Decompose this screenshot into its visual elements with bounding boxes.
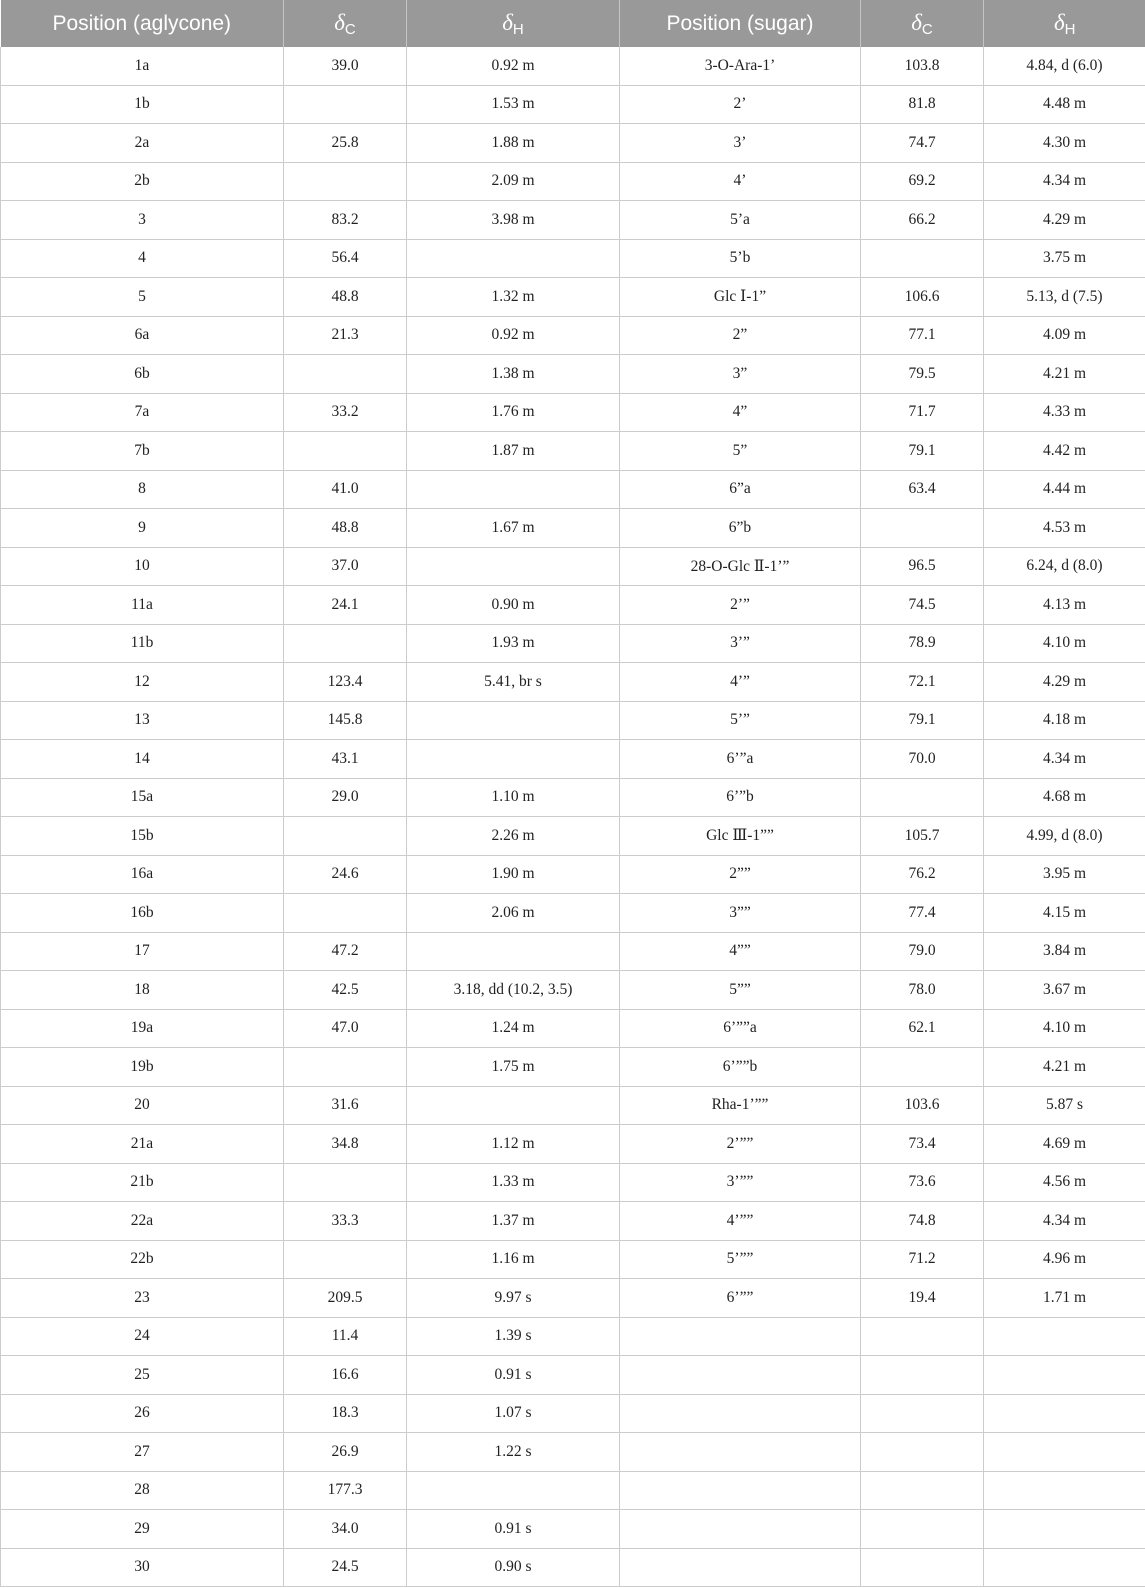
delta-h-sugar-cell: 3.95 m [984,855,1145,894]
delta-c-aglycone-cell [284,85,407,124]
table-row [1,355,1145,394]
table-row [1,393,1145,432]
position-sugar-cell [620,1510,861,1549]
delta-c-aglycone-cell [284,1240,407,1279]
delta-c-aglycone-cell: 33.2 [284,393,407,432]
table-row [1,85,1145,124]
position-sugar-cell: 3-O-Ara-1’ [620,47,861,85]
position-aglycone-cell: 13 [1,701,284,740]
delta-c-sugar-cell: 63.4 [861,470,984,509]
position-sugar-cell: 6’””b [620,1048,861,1087]
delta-c-sugar-cell: 73.6 [861,1163,984,1202]
table-row [1,1125,1145,1164]
delta-c-aglycone-cell: 48.8 [284,509,407,548]
delta-c-aglycone-cell: 41.0 [284,470,407,509]
delta-c-aglycone-cell [284,817,407,856]
position-aglycone-cell: 21b [1,1163,284,1202]
table-row [1,278,1145,317]
delta-c-aglycone-cell: 29.0 [284,778,407,817]
delta-h-sugar-cell [984,1548,1145,1587]
position-sugar-cell: 2’ [620,85,861,124]
delta-h-sugar-cell [984,1510,1145,1549]
position-aglycone-cell: 12 [1,663,284,702]
table-body [1,47,1145,1587]
table-row [1,1394,1145,1433]
delta-h-aglycone-cell: 1.10 m [407,778,620,817]
delta-h-aglycone-cell: 1.33 m [407,1163,620,1202]
position-sugar-cell: 4” [620,393,861,432]
delta-c-aglycone-cell: 25.8 [284,124,407,163]
delta-h-aglycone-cell [407,239,620,278]
delta-c-sugar-cell: 78.0 [861,971,984,1010]
table-row [1,124,1145,163]
delta-c-aglycone-cell: 177.3 [284,1471,407,1510]
position-aglycone-cell: 22b [1,1240,284,1279]
delta-h-aglycone-cell [407,547,620,586]
delta-c-sugar-cell: 77.1 [861,316,984,355]
position-sugar-cell: 5’” [620,701,861,740]
table-row [1,162,1145,201]
delta-c-sugar-cell [861,1394,984,1433]
table-row [1,663,1145,702]
delta-c-aglycone-cell: 42.5 [284,971,407,1010]
position-aglycone-cell: 29 [1,1510,284,1549]
position-aglycone-cell: 22a [1,1202,284,1241]
delta-h-sugar-cell [984,1394,1145,1433]
delta-c-sugar-cell [861,1510,984,1549]
delta-c-sugar-cell: 81.8 [861,85,984,124]
delta-c-sugar-cell: 66.2 [861,201,984,240]
delta-h-aglycone-cell: 2.06 m [407,894,620,933]
delta-h-aglycone-cell: 9.97 s [407,1279,620,1318]
header-delta-c-aglycone: $\delta_C$ [284,0,407,47]
position-sugar-cell [620,1471,861,1510]
delta-h-sugar-cell: 4.48 m [984,85,1145,124]
position-aglycone-cell: 9 [1,509,284,548]
position-aglycone-cell: 25 [1,1356,284,1395]
delta-c-sugar-cell [861,1548,984,1587]
position-sugar-cell: 3’ [620,124,861,163]
delta-h-sugar-cell: 4.99, d (8.0) [984,817,1145,856]
position-sugar-cell: 2”” [620,855,861,894]
table-row [1,1279,1145,1318]
position-aglycone-cell: 27 [1,1433,284,1472]
delta-c-aglycone-cell: 37.0 [284,547,407,586]
delta-h-sugar-cell: 4.44 m [984,470,1145,509]
delta-h-sugar-cell: 4.10 m [984,624,1145,663]
delta-h-sugar-cell: 1.71 m [984,1279,1145,1318]
delta-c-aglycone-cell: 21.3 [284,316,407,355]
delta-h-sugar-cell [984,1471,1145,1510]
delta-c-aglycone-cell: 47.2 [284,932,407,971]
position-aglycone-cell: 30 [1,1548,284,1587]
delta-c-aglycone-cell [284,894,407,933]
delta-h-aglycone-cell: 1.76 m [407,393,620,432]
table-row [1,547,1145,586]
header-delta-h-sugar: $\delta_H$ [984,0,1145,47]
position-aglycone-cell: 14 [1,740,284,779]
delta-c-aglycone-cell: 34.0 [284,1510,407,1549]
delta-c-sugar-cell: 103.6 [861,1086,984,1125]
delta-c-aglycone-cell: 33.3 [284,1202,407,1241]
delta-h-sugar-cell: 4.34 m [984,740,1145,779]
table-row [1,932,1145,971]
delta-h-sugar-cell: 4.42 m [984,432,1145,471]
position-aglycone-cell: 17 [1,932,284,971]
position-sugar-cell: 5’”” [620,1240,861,1279]
delta-c-sugar-cell: 74.7 [861,124,984,163]
position-aglycone-cell: 6a [1,316,284,355]
delta-h-sugar-cell: 3.84 m [984,932,1145,971]
delta-c-aglycone-cell [284,432,407,471]
delta-h-aglycone-cell: 0.91 s [407,1510,620,1549]
position-aglycone-cell: 1a [1,47,284,85]
delta-h-aglycone-cell: 0.91 s [407,1356,620,1395]
position-sugar-cell: 2” [620,316,861,355]
delta-h-sugar-cell [984,1317,1145,1356]
position-aglycone-cell: 24 [1,1317,284,1356]
delta-c-sugar-cell [861,1433,984,1472]
delta-c-aglycone-cell: 24.6 [284,855,407,894]
delta-h-aglycone-cell: 0.90 s [407,1548,620,1587]
table-row [1,47,1145,85]
position-aglycone-cell: 11b [1,624,284,663]
delta-h-sugar-cell: 5.13, d (7.5) [984,278,1145,317]
delta-h-sugar-cell: 4.30 m [984,124,1145,163]
delta-h-sugar-cell: 4.18 m [984,701,1145,740]
delta-h-aglycone-cell: 0.92 m [407,316,620,355]
position-sugar-cell: 3’” [620,624,861,663]
position-aglycone-cell: 18 [1,971,284,1010]
delta-h-aglycone-cell [407,1471,620,1510]
table-row [1,239,1145,278]
position-aglycone-cell: 7b [1,432,284,471]
position-aglycone-cell: 20 [1,1086,284,1125]
header-delta-c-sugar: $\delta_C$ [861,0,984,47]
position-aglycone-cell: 7a [1,393,284,432]
table-row [1,740,1145,779]
delta-c-sugar-cell: 77.4 [861,894,984,933]
delta-h-sugar-cell: 4.84, d (6.0) [984,47,1145,85]
table-row [1,1086,1145,1125]
delta-c-aglycone-cell: 123.4 [284,663,407,702]
delta-h-sugar-cell: 3.67 m [984,971,1145,1010]
delta-c-aglycone-cell: 209.5 [284,1279,407,1318]
position-sugar-cell: 6”a [620,470,861,509]
delta-h-sugar-cell: 4.68 m [984,778,1145,817]
delta-h-aglycone-cell: 1.24 m [407,1009,620,1048]
delta-h-aglycone-cell [407,1086,620,1125]
delta-c-sugar-cell: 79.1 [861,701,984,740]
delta-c-sugar-cell: 74.8 [861,1202,984,1241]
table-row [1,509,1145,548]
table-row [1,701,1145,740]
delta-h-sugar-cell: 4.34 m [984,162,1145,201]
position-aglycone-cell: 1b [1,85,284,124]
position-aglycone-cell: 2a [1,124,284,163]
delta-c-aglycone-cell: 31.6 [284,1086,407,1125]
table-row [1,855,1145,894]
delta-c-sugar-cell: 105.7 [861,817,984,856]
delta-c-sugar-cell: 78.9 [861,624,984,663]
delta-c-sugar-cell: 69.2 [861,162,984,201]
delta-h-sugar-cell: 4.34 m [984,1202,1145,1241]
delta-h-aglycone-cell [407,701,620,740]
delta-h-sugar-cell: 4.21 m [984,1048,1145,1087]
table-row [1,201,1145,240]
table-row [1,586,1145,625]
delta-c-aglycone-cell: 16.6 [284,1356,407,1395]
delta-h-sugar-cell: 5.87 s [984,1086,1145,1125]
position-aglycone-cell: 2b [1,162,284,201]
position-sugar-cell: 5”” [620,971,861,1010]
delta-c-sugar-cell [861,239,984,278]
delta-c-sugar-cell [861,509,984,548]
delta-h-aglycone-cell: 1.32 m [407,278,620,317]
position-aglycone-cell: 15b [1,817,284,856]
position-sugar-cell: 6’”a [620,740,861,779]
delta-c-sugar-cell: 76.2 [861,855,984,894]
delta-c-sugar-cell: 106.6 [861,278,984,317]
delta-c-sugar-cell [861,1471,984,1510]
position-sugar-cell: 3”” [620,894,861,933]
delta-h-sugar-cell: 4.69 m [984,1125,1145,1164]
delta-h-aglycone-cell: 3.98 m [407,201,620,240]
position-aglycone-cell: 3 [1,201,284,240]
table-row [1,624,1145,663]
delta-h-sugar-cell [984,1356,1145,1395]
delta-h-sugar-cell: 4.96 m [984,1240,1145,1279]
delta-c-aglycone-cell: 24.1 [284,586,407,625]
delta-h-aglycone-cell: 1.88 m [407,124,620,163]
table-row [1,316,1145,355]
delta-h-aglycone-cell: 0.90 m [407,586,620,625]
delta-c-sugar-cell: 79.1 [861,432,984,471]
table-row [1,1433,1145,1472]
table-row [1,1510,1145,1549]
delta-h-aglycone-cell: 1.75 m [407,1048,620,1087]
position-sugar-cell: Glc Ⅲ-1”” [620,817,861,856]
delta-c-sugar-cell: 74.5 [861,586,984,625]
position-sugar-cell [620,1394,861,1433]
table-row [1,817,1145,856]
position-sugar-cell: 28-O-Glc Ⅱ-1’” [620,547,861,586]
position-sugar-cell: 6’”” [620,1279,861,1318]
position-sugar-cell [620,1356,861,1395]
table-row [1,1163,1145,1202]
delta-c-sugar-cell [861,1048,984,1087]
delta-h-aglycone-cell: 1.07 s [407,1394,620,1433]
delta-h-aglycone-cell: 1.93 m [407,624,620,663]
position-aglycone-cell: 6b [1,355,284,394]
table-header [1,0,1145,47]
delta-c-aglycone-cell [284,355,407,394]
position-sugar-cell: 3” [620,355,861,394]
delta-c-aglycone-cell: 34.8 [284,1125,407,1164]
table-row [1,470,1145,509]
delta-h-aglycone-cell: 1.22 s [407,1433,620,1472]
delta-c-aglycone-cell: 24.5 [284,1548,407,1587]
delta-c-sugar-cell: 71.7 [861,393,984,432]
delta-h-sugar-cell: 6.24, d (8.0) [984,547,1145,586]
delta-h-aglycone-cell: 1.67 m [407,509,620,548]
delta-h-aglycone-cell: 0.92 m [407,47,620,85]
position-sugar-cell: 4’” [620,663,861,702]
delta-h-sugar-cell: 4.56 m [984,1163,1145,1202]
delta-c-aglycone-cell [284,162,407,201]
delta-c-aglycone-cell: 26.9 [284,1433,407,1472]
delta-h-sugar-cell: 4.13 m [984,586,1145,625]
position-aglycone-cell: 21a [1,1125,284,1164]
header-delta-h-aglycone: $\delta_H$ [407,0,620,47]
table-row [1,1009,1145,1048]
delta-c-sugar-cell: 70.0 [861,740,984,779]
position-aglycone-cell: 5 [1,278,284,317]
table-row [1,971,1145,1010]
delta-h-aglycone-cell: 1.53 m [407,85,620,124]
delta-h-sugar-cell: 4.53 m [984,509,1145,548]
position-sugar-cell: 6’””a [620,1009,861,1048]
delta-h-sugar-cell: 4.21 m [984,355,1145,394]
table-row [1,1471,1145,1510]
delta-h-sugar-cell: 4.29 m [984,201,1145,240]
position-aglycone-cell: 10 [1,547,284,586]
position-sugar-cell: 5’a [620,201,861,240]
delta-c-sugar-cell: 73.4 [861,1125,984,1164]
position-sugar-cell: 5’b [620,239,861,278]
delta-c-aglycone-cell: 48.8 [284,278,407,317]
position-sugar-cell: 6’”b [620,778,861,817]
delta-c-sugar-cell: 96.5 [861,547,984,586]
delta-h-sugar-cell: 4.10 m [984,1009,1145,1048]
position-aglycone-cell: 23 [1,1279,284,1318]
delta-c-sugar-cell: 72.1 [861,663,984,702]
table-row [1,894,1145,933]
delta-c-aglycone-cell: 43.1 [284,740,407,779]
delta-c-sugar-cell: 79.0 [861,932,984,971]
position-sugar-cell: Rha-1’”” [620,1086,861,1125]
position-sugar-cell: 2’”” [620,1125,861,1164]
delta-c-sugar-cell [861,1317,984,1356]
delta-h-sugar-cell: 4.09 m [984,316,1145,355]
position-aglycone-cell: 19a [1,1009,284,1048]
position-sugar-cell: Glc Ⅰ-1” [620,278,861,317]
position-aglycone-cell: 19b [1,1048,284,1087]
position-aglycone-cell: 16a [1,855,284,894]
header-position-aglycone: Position (aglycone) [1,0,284,47]
table-row [1,778,1145,817]
delta-h-sugar-cell: 4.33 m [984,393,1145,432]
position-sugar-cell: 4”” [620,932,861,971]
delta-h-aglycone-cell: 5.41, br s [407,663,620,702]
position-sugar-cell: 4’”” [620,1202,861,1241]
delta-c-sugar-cell: 62.1 [861,1009,984,1048]
delta-c-aglycone-cell [284,624,407,663]
position-sugar-cell [620,1433,861,1472]
position-aglycone-cell: 26 [1,1394,284,1433]
delta-h-aglycone-cell: 1.38 m [407,355,620,394]
delta-h-aglycone-cell: 1.87 m [407,432,620,471]
position-sugar-cell: 6”b [620,509,861,548]
position-aglycone-cell: 4 [1,239,284,278]
position-aglycone-cell: 16b [1,894,284,933]
delta-c-aglycone-cell: 11.4 [284,1317,407,1356]
delta-h-aglycone-cell: 1.90 m [407,855,620,894]
table-row [1,1240,1145,1279]
delta-h-aglycone-cell [407,740,620,779]
position-aglycone-cell: 28 [1,1471,284,1510]
delta-c-sugar-cell: 19.4 [861,1279,984,1318]
header-position-sugar: Position (sugar) [620,0,861,47]
delta-c-aglycone-cell [284,1048,407,1087]
table-row [1,1048,1145,1087]
position-sugar-cell: 2’” [620,586,861,625]
delta-h-aglycone-cell: 3.18, dd (10.2, 3.5) [407,971,620,1010]
delta-h-aglycone-cell [407,932,620,971]
table-row [1,1548,1145,1587]
position-aglycone-cell: 11a [1,586,284,625]
delta-c-aglycone-cell: 56.4 [284,239,407,278]
position-sugar-cell: 5” [620,432,861,471]
position-aglycone-cell: 8 [1,470,284,509]
delta-c-sugar-cell [861,1356,984,1395]
delta-c-sugar-cell: 103.8 [861,47,984,85]
table-row [1,1356,1145,1395]
table-row [1,432,1145,471]
table-row [1,1202,1145,1241]
position-sugar-cell: 4’ [620,162,861,201]
delta-h-aglycone-cell: 1.37 m [407,1202,620,1241]
position-sugar-cell [620,1317,861,1356]
delta-h-aglycone-cell: 1.16 m [407,1240,620,1279]
delta-h-aglycone-cell [407,470,620,509]
delta-h-sugar-cell: 4.29 m [984,663,1145,702]
delta-h-aglycone-cell: 1.12 m [407,1125,620,1164]
delta-h-aglycone-cell: 1.39 s [407,1317,620,1356]
delta-h-sugar-cell: 3.75 m [984,239,1145,278]
position-aglycone-cell: 15a [1,778,284,817]
delta-h-aglycone-cell: 2.09 m [407,162,620,201]
delta-c-aglycone-cell: 47.0 [284,1009,407,1048]
delta-c-sugar-cell [861,778,984,817]
delta-c-sugar-cell: 71.2 [861,1240,984,1279]
position-sugar-cell: 3’”” [620,1163,861,1202]
table-row [1,1317,1145,1356]
delta-h-sugar-cell [984,1433,1145,1472]
delta-c-sugar-cell: 79.5 [861,355,984,394]
delta-c-aglycone-cell: 83.2 [284,201,407,240]
header-row [1,0,1145,47]
delta-c-aglycone-cell: 18.3 [284,1394,407,1433]
delta-h-sugar-cell: 4.15 m [984,894,1145,933]
delta-h-aglycone-cell: 2.26 m [407,817,620,856]
delta-c-aglycone-cell [284,1163,407,1202]
delta-c-aglycone-cell: 39.0 [284,47,407,85]
delta-c-aglycone-cell: 145.8 [284,701,407,740]
position-sugar-cell [620,1548,861,1587]
